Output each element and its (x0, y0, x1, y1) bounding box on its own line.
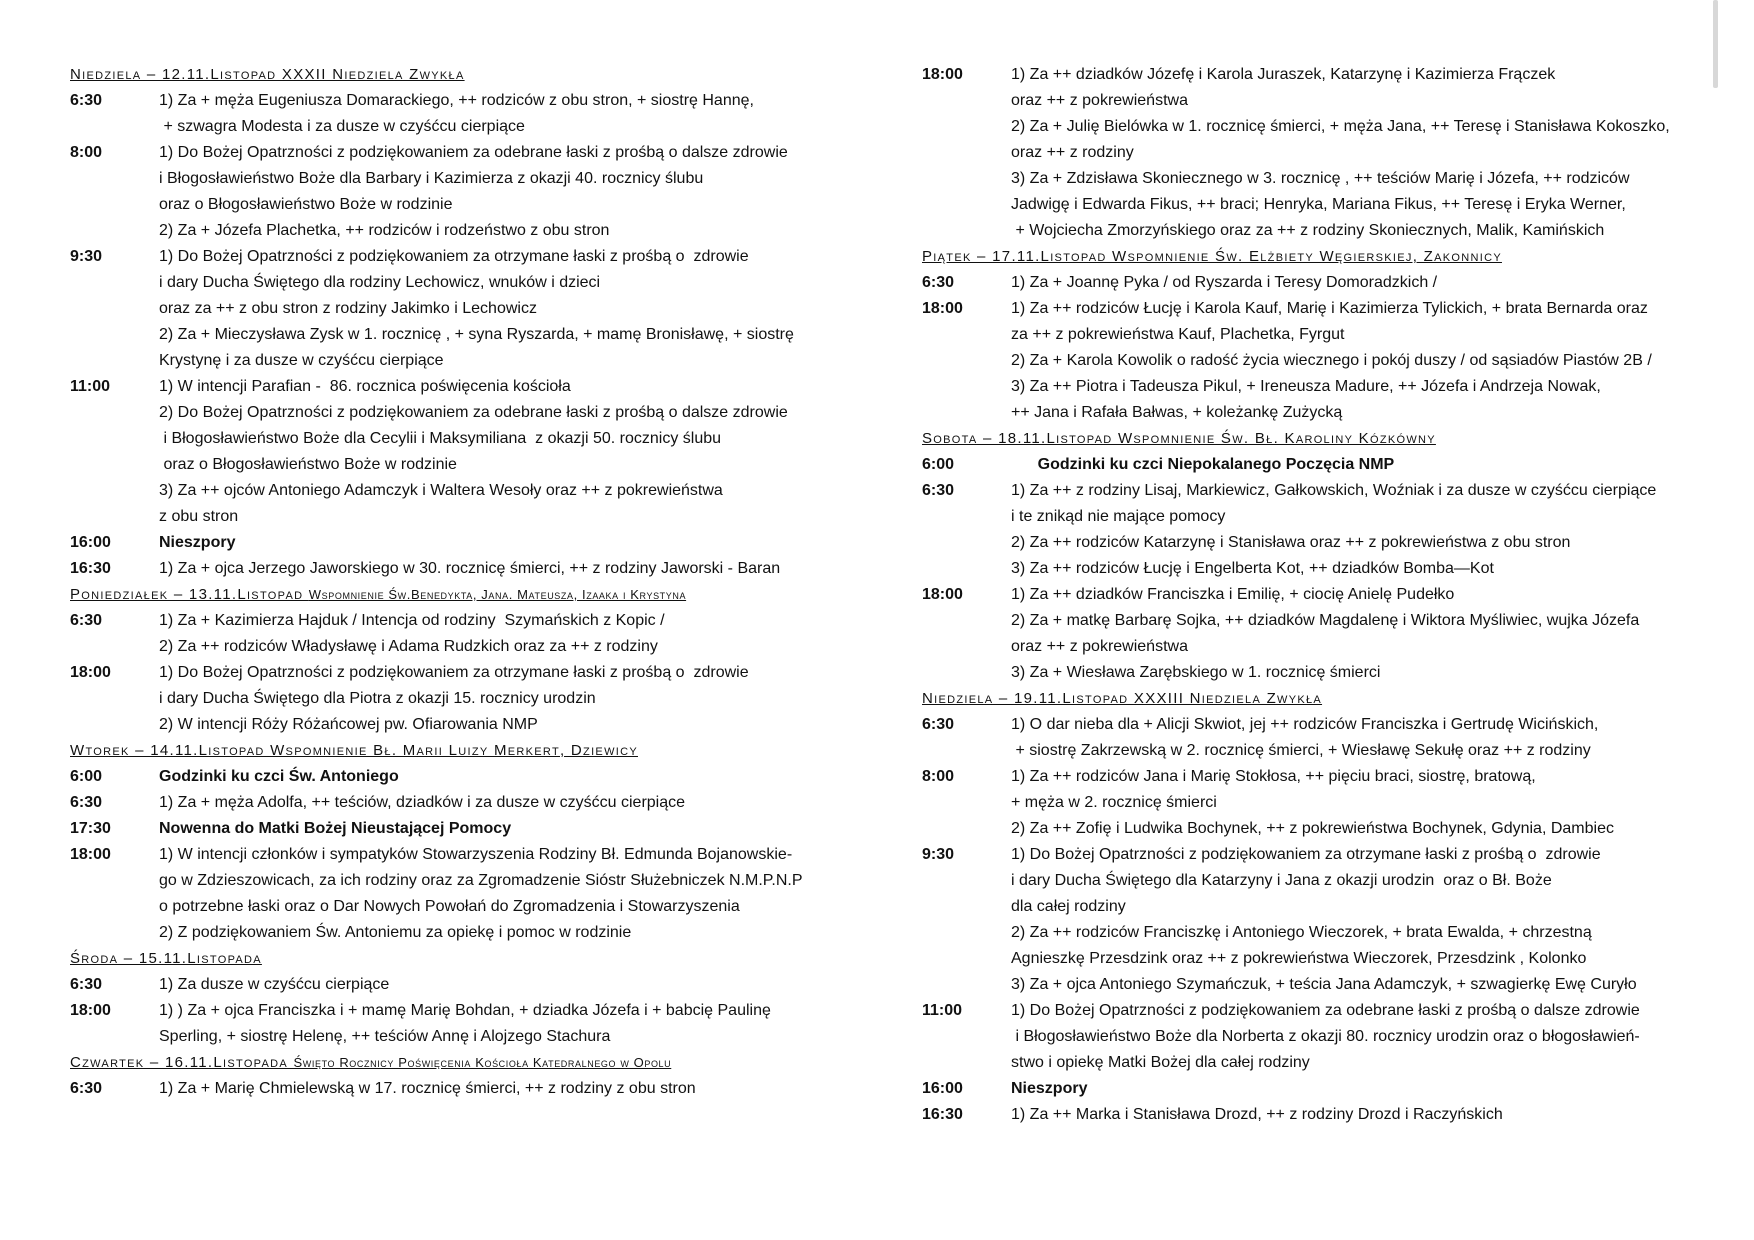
intention-line: 1) W intencji Parafian - 86. rocznica poświęcenia kościoła (159, 378, 571, 395)
mass-entry (70, 530, 860, 556)
mass-entry (922, 1102, 1712, 1128)
mass-time: 6:30 (922, 482, 955, 499)
intention-line: 2) Za ++ rodziców Katarzynę i Stanisława oraz ++ z pokrewieństwa z obu stron (1011, 534, 1571, 551)
intention-line: go w Zdzieszowicach, za ich rodziny oraz za Zgromadzenie Sióstr Służebniczek N.M.P.N.P (159, 872, 803, 889)
day-header-title: Czwartek – 16.11.Listopada (70, 1054, 294, 1071)
intention-line: 1) Za + męża Eugeniusza Domarackiego, ++ rodziców z obu stron, + siostrę Hannę, (159, 92, 754, 109)
intention-line: Nieszpory (159, 534, 236, 551)
intention-line: 1) Do Bożej Opatrzności z podziękowaniem za otrzymane łaski z prośbą o zdrowie (159, 664, 749, 681)
day-header (70, 946, 860, 972)
mass-entry (70, 998, 860, 1050)
intention-line: 1) Za + Kazimierza Hajduk / Intencja od rodziny Szymańskich z Kopic / (159, 612, 665, 629)
intention-line: 1) Za ++ dziadków Józefę i Karola Juraszek, Katarzynę i Kazimierza Frączek (1011, 66, 1556, 83)
intention-line: 2) Za + Julię Bielówka w 1. rocznicę śmierci, + męża Jana, ++ Teresę i Stanisława Kokoszko, (1011, 118, 1670, 135)
mass-time: 16:30 (922, 1106, 963, 1123)
mass-time: 6:30 (70, 1080, 103, 1097)
intention-lines (1011, 452, 1712, 478)
intention-line: 2) Za ++ rodziców Franciszkę i Antoniego Wieczorek, + brata Ewalda, + chrzestną (1011, 924, 1592, 941)
intention-lines (1011, 712, 1712, 764)
mass-time: 18:00 (922, 586, 963, 603)
intention-line: 2) Do Bożej Opatrzności z podziękowaniem za odebrane łaski z prośbą o dalsze zdrowie (159, 404, 788, 421)
mass-time: 6:00 (70, 768, 103, 785)
mass-time: 8:00 (922, 768, 955, 785)
day-header-title: Niedziela – 19.11.Listopad XXXIII Niedziela Zwykła (922, 690, 1323, 707)
intention-line: Agnieszkę Przesdzink oraz ++ z pokrewieństwa Wieczorek, Przesdzink , Kolonko (1011, 950, 1587, 967)
intention-lines (159, 790, 860, 816)
intention-line: + Wojciecha Zmorzyńskiego oraz za ++ z rodziny Skoniecznych, Malik, Kamińskich (1011, 222, 1605, 239)
mass-time: 18:00 (70, 664, 111, 681)
intention-line: i Błogosławieństwo Boże dla Barbary i Kazimierza z okazji 40. rocznicy ślubu (159, 170, 704, 187)
intention-lines (1011, 842, 1712, 998)
intention-lines (159, 556, 860, 582)
intention-line: i Błogosławieństwo Boże dla Norberta z okazji 80. rocznicy urodzin oraz o błogosławień- (1011, 1028, 1640, 1045)
intention-line: 1) Do Bożej Opatrzności z podziękowaniem za otrzymane łaski z prośbą o zdrowie (159, 248, 749, 265)
mass-time: 11:00 (922, 1002, 963, 1019)
intention-lines (1011, 582, 1712, 686)
intention-line: Godzinki ku czci Niepokalanego Poczęcia NMP (1011, 456, 1395, 473)
intention-lines (159, 816, 860, 842)
intention-lines (1011, 478, 1712, 582)
mass-time: 18:00 (922, 300, 963, 317)
mass-time: 9:30 (70, 248, 103, 265)
mass-entry (922, 270, 1712, 296)
mass-time: 6:30 (70, 976, 103, 993)
intention-line: + siostrę Zakrzewską w 2. rocznicę śmierci, + Wiesławę Sekułę oraz ++ z rodziny (1011, 742, 1591, 759)
intention-line: Godzinki ku czci Św. Antoniego (159, 768, 399, 785)
intention-line: 3) Za + ojca Antoniego Szymańczuk, + teścia Jana Adamczyk, + szwagierkę Ewę Curyło (1011, 976, 1637, 993)
mass-entry (70, 816, 860, 842)
intention-line: 1) Za + męża Adolfa, ++ teściów, dziadków i za dusze w czyśćcu cierpiące (159, 794, 686, 811)
mass-entry (70, 972, 860, 998)
intention-line: oraz o Błogosławieństwo Boże w rodzinie (159, 196, 453, 213)
intention-lines (159, 764, 860, 790)
intention-line: 1) Za ++ dziadków Franciszka i Emilię, + ciocię Anielę Pudełko (1011, 586, 1455, 603)
intention-line: 1) Za + Joannę Pyka / od Ryszarda i Teresy Domoradzkich / (1011, 274, 1438, 291)
mass-entry (70, 140, 860, 244)
mass-entry (922, 478, 1712, 582)
mass-time: 16:00 (922, 1080, 963, 1097)
intention-line: 1) Za dusze w czyśćcu cierpiące (159, 976, 390, 993)
intention-lines (159, 660, 860, 738)
intention-line: 3) Za ++ ojców Antoniego Adamczyk i Waltera Wesoły oraz ++ z pokrewieństwa (159, 482, 723, 499)
day-header-title: Niedziela – 12.11.Listopad XXXII Niedziela Zwykła (70, 66, 465, 83)
intention-line: 2) Za ++ Zofię i Ludwika Bochynek, ++ z pokrewieństwa Bochynek, Gdynia, Dambiec (1011, 820, 1614, 837)
mass-time: 17:30 (70, 820, 111, 837)
intention-lines (1011, 62, 1712, 244)
intention-line: ++ Jana i Rafała Bałwas, + koleżankę Zużycką (1011, 404, 1343, 421)
intention-line: 1) W intencji członków i sympatyków Stowarzyszenia Rodziny Bł. Edmunda Bojanowskie- (159, 846, 793, 863)
mass-entry (922, 842, 1712, 998)
right-column (922, 62, 1712, 1128)
mass-entry (70, 790, 860, 816)
intention-lines (159, 244, 860, 374)
intention-line: oraz ++ z rodziny (1011, 144, 1134, 161)
intention-line: 1) Do Bożej Opatrzności z podziękowaniem za odebrane łaski z prośbą o dalsze zdrowie (159, 144, 788, 161)
intention-lines (159, 530, 860, 556)
intention-line: oraz za ++ z obu stron z rodziny Jakimko i Lechowicz (159, 300, 537, 317)
intention-line: + szwagra Modesta i za dusze w czyśćcu cierpiące (159, 118, 525, 135)
mass-entry (70, 842, 860, 946)
intention-line: 2) Za + Mieczysława Zysk w 1. rocznicę , + syna Ryszarda, + mamę Bronisławę, + siostrę (159, 326, 794, 343)
mass-entry (922, 452, 1712, 478)
day-header-title: Poniedziałek – 13.11.Listopad (70, 586, 309, 603)
day-header-title: Piątek – 17.11.Listopad Wspomnienie Św. Elżbiety Węgierskiej, Zakonnicy (922, 248, 1502, 265)
intention-line: 2) Za + Józefa Plachetka, ++ rodziców i rodzeństwo z obu stron (159, 222, 610, 239)
intention-line: 1) Za ++ rodziców Łucję i Karola Kauf, Marię i Kazimierza Tylickich, + brata Bernarda oraz (1011, 300, 1648, 317)
intention-lines (1011, 1076, 1712, 1102)
intention-lines (1011, 270, 1712, 296)
mass-time: 6:30 (70, 92, 103, 109)
mass-entry (70, 556, 860, 582)
intention-line: i dary Ducha Świętego dla Katarzyny i Jana z okazji urodzin oraz o Bł. Boże (1011, 872, 1552, 889)
intention-line: i dary Ducha Świętego dla Piotra z okazji 15. rocznicy urodzin (159, 690, 596, 707)
intention-line: 3) Za + Wiesława Zarębskiego w 1. rocznicę śmierci (1011, 664, 1381, 681)
mass-time: 8:00 (70, 144, 103, 161)
mass-entry (70, 244, 860, 374)
mass-time: 18:00 (70, 1002, 111, 1019)
day-header-comment: Wspomnienie Św.Benedykta, Jana. Mateusza, Izaaka i Krystyna (308, 587, 687, 602)
mass-time: 6:30 (70, 794, 103, 811)
intention-lines (159, 998, 860, 1050)
intention-line: + męża w 2. rocznicę śmierci (1011, 794, 1217, 811)
mass-time: 18:00 (70, 846, 111, 863)
intention-line: 1) Do Bożej Opatrzności z podziękowaniem za otrzymane łaski z prośbą o zdrowie (1011, 846, 1601, 863)
day-header (922, 244, 1712, 270)
intention-lines (1011, 1102, 1712, 1128)
day-header-title: Wtorek – 14.11.Listopad Wspomnienie Bł. Marii Luizy Merkert, Dziewicy (70, 742, 638, 759)
intention-line: 3) Za ++ rodziców Łucję i Engelberta Kot, ++ dziadków Bomba—Kot (1011, 560, 1494, 577)
intention-line: z obu stron (159, 508, 239, 525)
mass-entry (922, 998, 1712, 1076)
intention-line: stwo i opiekę Matki Bożej dla całej rodziny (1011, 1054, 1310, 1071)
mass-time: 18:00 (922, 66, 963, 83)
intention-lines (159, 608, 860, 660)
mass-entry (922, 1076, 1712, 1102)
day-header (70, 62, 860, 88)
intention-line: 1) Za ++ Marka i Stanisława Drozd, ++ z rodziny Drozd i Raczyńskich (1011, 1106, 1503, 1123)
intention-line: 3) Za + Zdzisława Skoniecznego w 3. rocznicę , ++ teściów Marię i Józefa, ++ rodziców (1011, 170, 1630, 187)
day-header (922, 426, 1712, 452)
intention-line: 1) Do Bożej Opatrzności z podziękowaniem za odebrane łaski z prośbą o dalsze zdrowie (1011, 1002, 1640, 1019)
intention-line: i te znikąd nie mające pomocy (1011, 508, 1226, 525)
intention-line: oraz ++ z pokrewieństwa (1011, 638, 1188, 655)
intention-lines (1011, 998, 1712, 1076)
day-header-comment: Święto Rocznicy Poświęcenia Kościoła Katedralnego w Opolu (293, 1055, 672, 1070)
intention-lines (159, 374, 860, 530)
day-header (70, 738, 860, 764)
day-header (922, 686, 1712, 712)
mass-time: 16:00 (70, 534, 111, 551)
intention-lines (159, 842, 860, 946)
intention-line: 3) Za ++ Piotra i Tadeusza Pikul, + Ireneusza Madure, ++ Józefa i Andrzeja Nowak, (1011, 378, 1601, 395)
mass-entry (70, 608, 860, 660)
intention-lines (159, 1076, 860, 1102)
mass-entry (922, 764, 1712, 842)
intention-line: dla całej rodziny (1011, 898, 1126, 915)
intention-line: 1) O dar nieba dla + Alicji Skwiot, jej ++ rodziców Franciszka i Gertrudę Wicińskich, (1011, 716, 1599, 733)
day-header-title: Sobota – 18.11.Listopad Wspomnienie Św. Bł. Karoliny Kózkówny (922, 430, 1436, 447)
intention-line: 2) W intencji Róży Różańcowej pw. Ofiarowania NMP (159, 716, 538, 733)
intention-line: 1) Za ++ z rodziny Lisaj, Markiewicz, Gałkowskich, Woźniak i za dusze w czyśćcu cierpiące (1011, 482, 1657, 499)
intention-line: 1) Za ++ rodziców Jana i Marię Stokłosa, ++ pięciu braci, siostrę, bratową, (1011, 768, 1536, 785)
day-header (70, 1050, 860, 1076)
intention-line: o potrzebne łaski oraz o Dar Nowych Powołań do Zgromadzenia i Stowarzyszenia (159, 898, 740, 915)
intention-line: Nieszpory (1011, 1080, 1088, 1097)
day-header-title: Środa – 15.11.Listopada (70, 950, 262, 967)
intention-line: oraz o Błogosławieństwo Boże w rodzinie (159, 456, 457, 473)
intention-line: 2) Z podziękowaniem Św. Antoniemu za opiekę i pomoc w rodzinie (159, 924, 632, 941)
mass-entry (70, 1076, 860, 1102)
mass-time: 9:30 (922, 846, 955, 863)
intention-line: 1) ) Za + ojca Franciszka i + mamę Marię Bohdan, + dziadka Józefa i + babcię Paulinę (159, 1002, 771, 1019)
mass-entry (70, 660, 860, 738)
intention-lines (159, 88, 860, 140)
intention-line: Sperling, + siostrę Helenę, ++ teściów Annę i Alojzego Stachura (159, 1028, 611, 1045)
scrollbar[interactable] (1713, 0, 1718, 88)
day-header (70, 582, 860, 608)
mass-entry (922, 712, 1712, 764)
intention-line: 2) Za + Karola Kowolik o radość życia wiecznego i pokój duszy / od sąsiadów Piastów 2B / (1011, 352, 1652, 369)
intention-lines (1011, 764, 1712, 842)
mass-entry (922, 296, 1712, 426)
mass-entry (70, 764, 860, 790)
intention-line: Nowenna do Matki Bożej Nieustającej Pomocy (159, 820, 512, 837)
intention-line: i Błogosławieństwo Boże dla Cecylii i Maksymiliana z okazji 50. rocznicy ślubu (159, 430, 722, 447)
mass-time: 11:00 (70, 378, 111, 395)
mass-entry (70, 88, 860, 140)
intention-line: 2) Za + matkę Barbarę Sojka, ++ dziadków Magdalenę i Wiktora Myśliwiec, wujka Józefa (1011, 612, 1640, 629)
mass-entry (922, 582, 1712, 686)
intention-line: za ++ z pokrewieństwa Kauf, Plachetka, Fyrgut (1011, 326, 1345, 343)
mass-time: 6:30 (922, 716, 955, 733)
left-column (70, 62, 860, 1102)
intention-line: 1) Za + ojca Jerzego Jaworskiego w 30. rocznicę śmierci, ++ z rodziny Jaworski - Baran (159, 560, 781, 577)
intention-line: 2) Za ++ rodziców Władysławę i Adama Rudzkich oraz za ++ z rodziny (159, 638, 658, 655)
intention-line: Krystynę i za dusze w czyśćcu cierpiące (159, 352, 444, 369)
intention-lines (1011, 296, 1712, 426)
intention-lines (159, 972, 860, 998)
mass-time: 6:30 (922, 274, 955, 291)
mass-time: 6:30 (70, 612, 103, 629)
mass-entry (70, 374, 860, 530)
mass-time: 6:00 (922, 456, 955, 473)
intention-line: i dary Ducha Świętego dla rodziny Lechowicz, wnuków i dzieci (159, 274, 601, 291)
intention-lines (159, 140, 860, 244)
intention-line: 1) Za + Marię Chmielewską w 17. rocznicę śmierci, ++ z rodziny z obu stron (159, 1080, 696, 1097)
mass-time: 16:30 (70, 560, 111, 577)
intention-line: Jadwigę i Edwarda Fikus, ++ braci; Henryka, Mariana Fikus, ++ Teresę i Eryka Werner, (1011, 196, 1626, 213)
intention-line: oraz ++ z pokrewieństwa (1011, 92, 1188, 109)
mass-entry (922, 62, 1712, 244)
